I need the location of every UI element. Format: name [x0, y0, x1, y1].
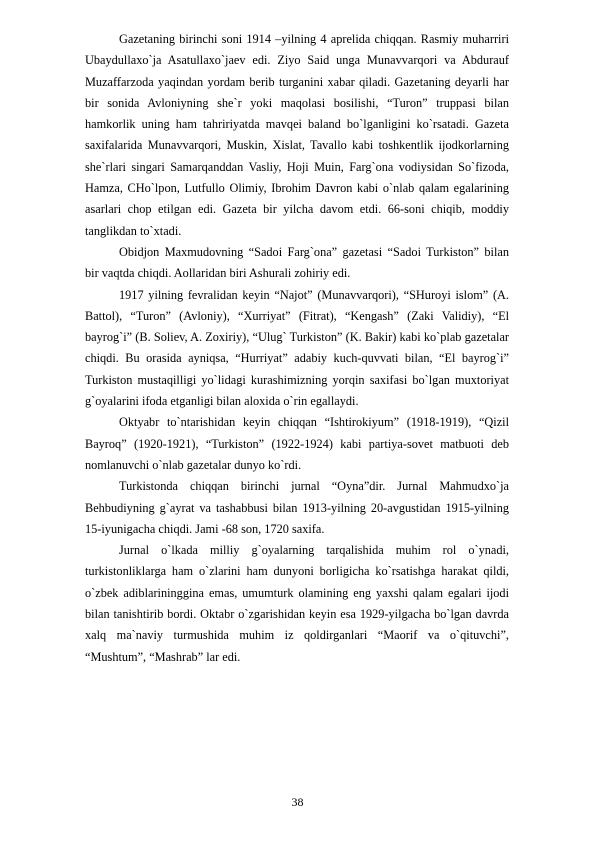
- document-body: [85, 29, 509, 668]
- paragraph-gazeta-history: Gazetaning birinchi soni 1914 –yilning 4 aprelida chiqqan. Rasmiy muharriri Ubaydullaxo`ja Asatullaxo`jaev edi. Ziyo Said unga Munavvarqori va Abdurauf Muzaffarzoda yaqindan yordam berib turganini xabar qiladi. Gazetaning deyarli har bir sonida Avloniyning she`r yoki maqolasi bosilishi, “Turon” truppasi bilan hamkorlik uning ham tahririyatda mavqei baland bo`lganligini ko`rsatadi. Gazeta saxifalarida Munavvarqori, Muskin, Xislat, Tavallo kabi toshkentlik ijodkorlarning she`rlari singari Samarqanddan Vasliy, Hoji Muin, Farg`ona vodiysidan So`fizoda, Hamza, CHo`lpon, Lutfullo Olimiy, Ibrohim Davron kabi o`nlab qalam egalarining asarlari chop etilgan edi. Gazeta bir yilcha davom etdi. 66-soni chiqib, moddiy tanglikdan to`xtadi.: [85, 32, 509, 238]
- paragraph-sadoi-fargona: Obidjon Maxmudovning “Sadoi Farg`ona” gazetasi “Sadoi Turkiston” bilan bir vaqtda chiqdi. Aollaridan biri Ashurali zohiriy edi.: [85, 244, 509, 281]
- paragraph-oyna-journal: Turkistonda chiqqan birinchi jurnal “Oyna”dir. Jurnal Mahmudxo`ja Behbudiyning g`ayrat va tashabbusi bilan 1913-yilning 20-avgustidan 1915-yilning 15-iyunigacha chiqdi. Jami -68 son, 1720 saxifa.: [85, 479, 509, 536]
- paragraph-journal-role: Jurnal o`lkada milliy g`oyalarning tarqalishida muhim rol o`ynadi, turkistonliklarga ham o`zlarini ham dunyoni borligicha ko`rsatishga harakat qildi, o`zbek adiblarininggina emas, umumturk olamining eng yaxshi qalam egalari ijodi bilan tanishtirib bordi. Oktabr o`zgarishidan keyin esa 1929-yilgacha bo`lgan davrda xalq ma`naviy turmushida muhim iz qoldirganlari “Maorif va o`qituvchi”, “Mushtum”, “Mashrab” lar edi.: [85, 543, 509, 664]
- page-number: 38: [291, 795, 304, 809]
- paragraph-october-press: Oktyabr to`ntarishidan keyin chiqqan “Ishtirokiyum” (1918-1919), “Qizil Bayroq” (1920-1921), “Turkiston” (1922-1924) kabi partiya-sovet matbuoti deb nomlanuvchi o`nlab gazetalar dunyo ko`rdi.: [85, 415, 509, 472]
- paragraph-1917-newspapers: 1917 yilning fevralidan keyin “Najot” (Munavvarqori), “SHuroyi islom” (A. Battol), “Turon” (Avloniy), “Xurriyat” (Fitrat), “Kengash” (Zaki Validiy), “El bayrog`i” (B. Soliev, A. Zoxiriy), “Ulug` Turkiston” (K. Bakir) kabi ko`plab gazetalar chiqdi. Bu orasida ayniqsa, “Hurriyat” adabiy kuch-quvvati bilan, “El bayrog`i” Turkiston mustaqilligi yo`lidagi kurashimizning yorqin saxifasi bo`lgan muxtoriyat g`oyalarini ifoda etganligi bilan aloxida o`rin egallaydi.: [85, 287, 509, 409]
